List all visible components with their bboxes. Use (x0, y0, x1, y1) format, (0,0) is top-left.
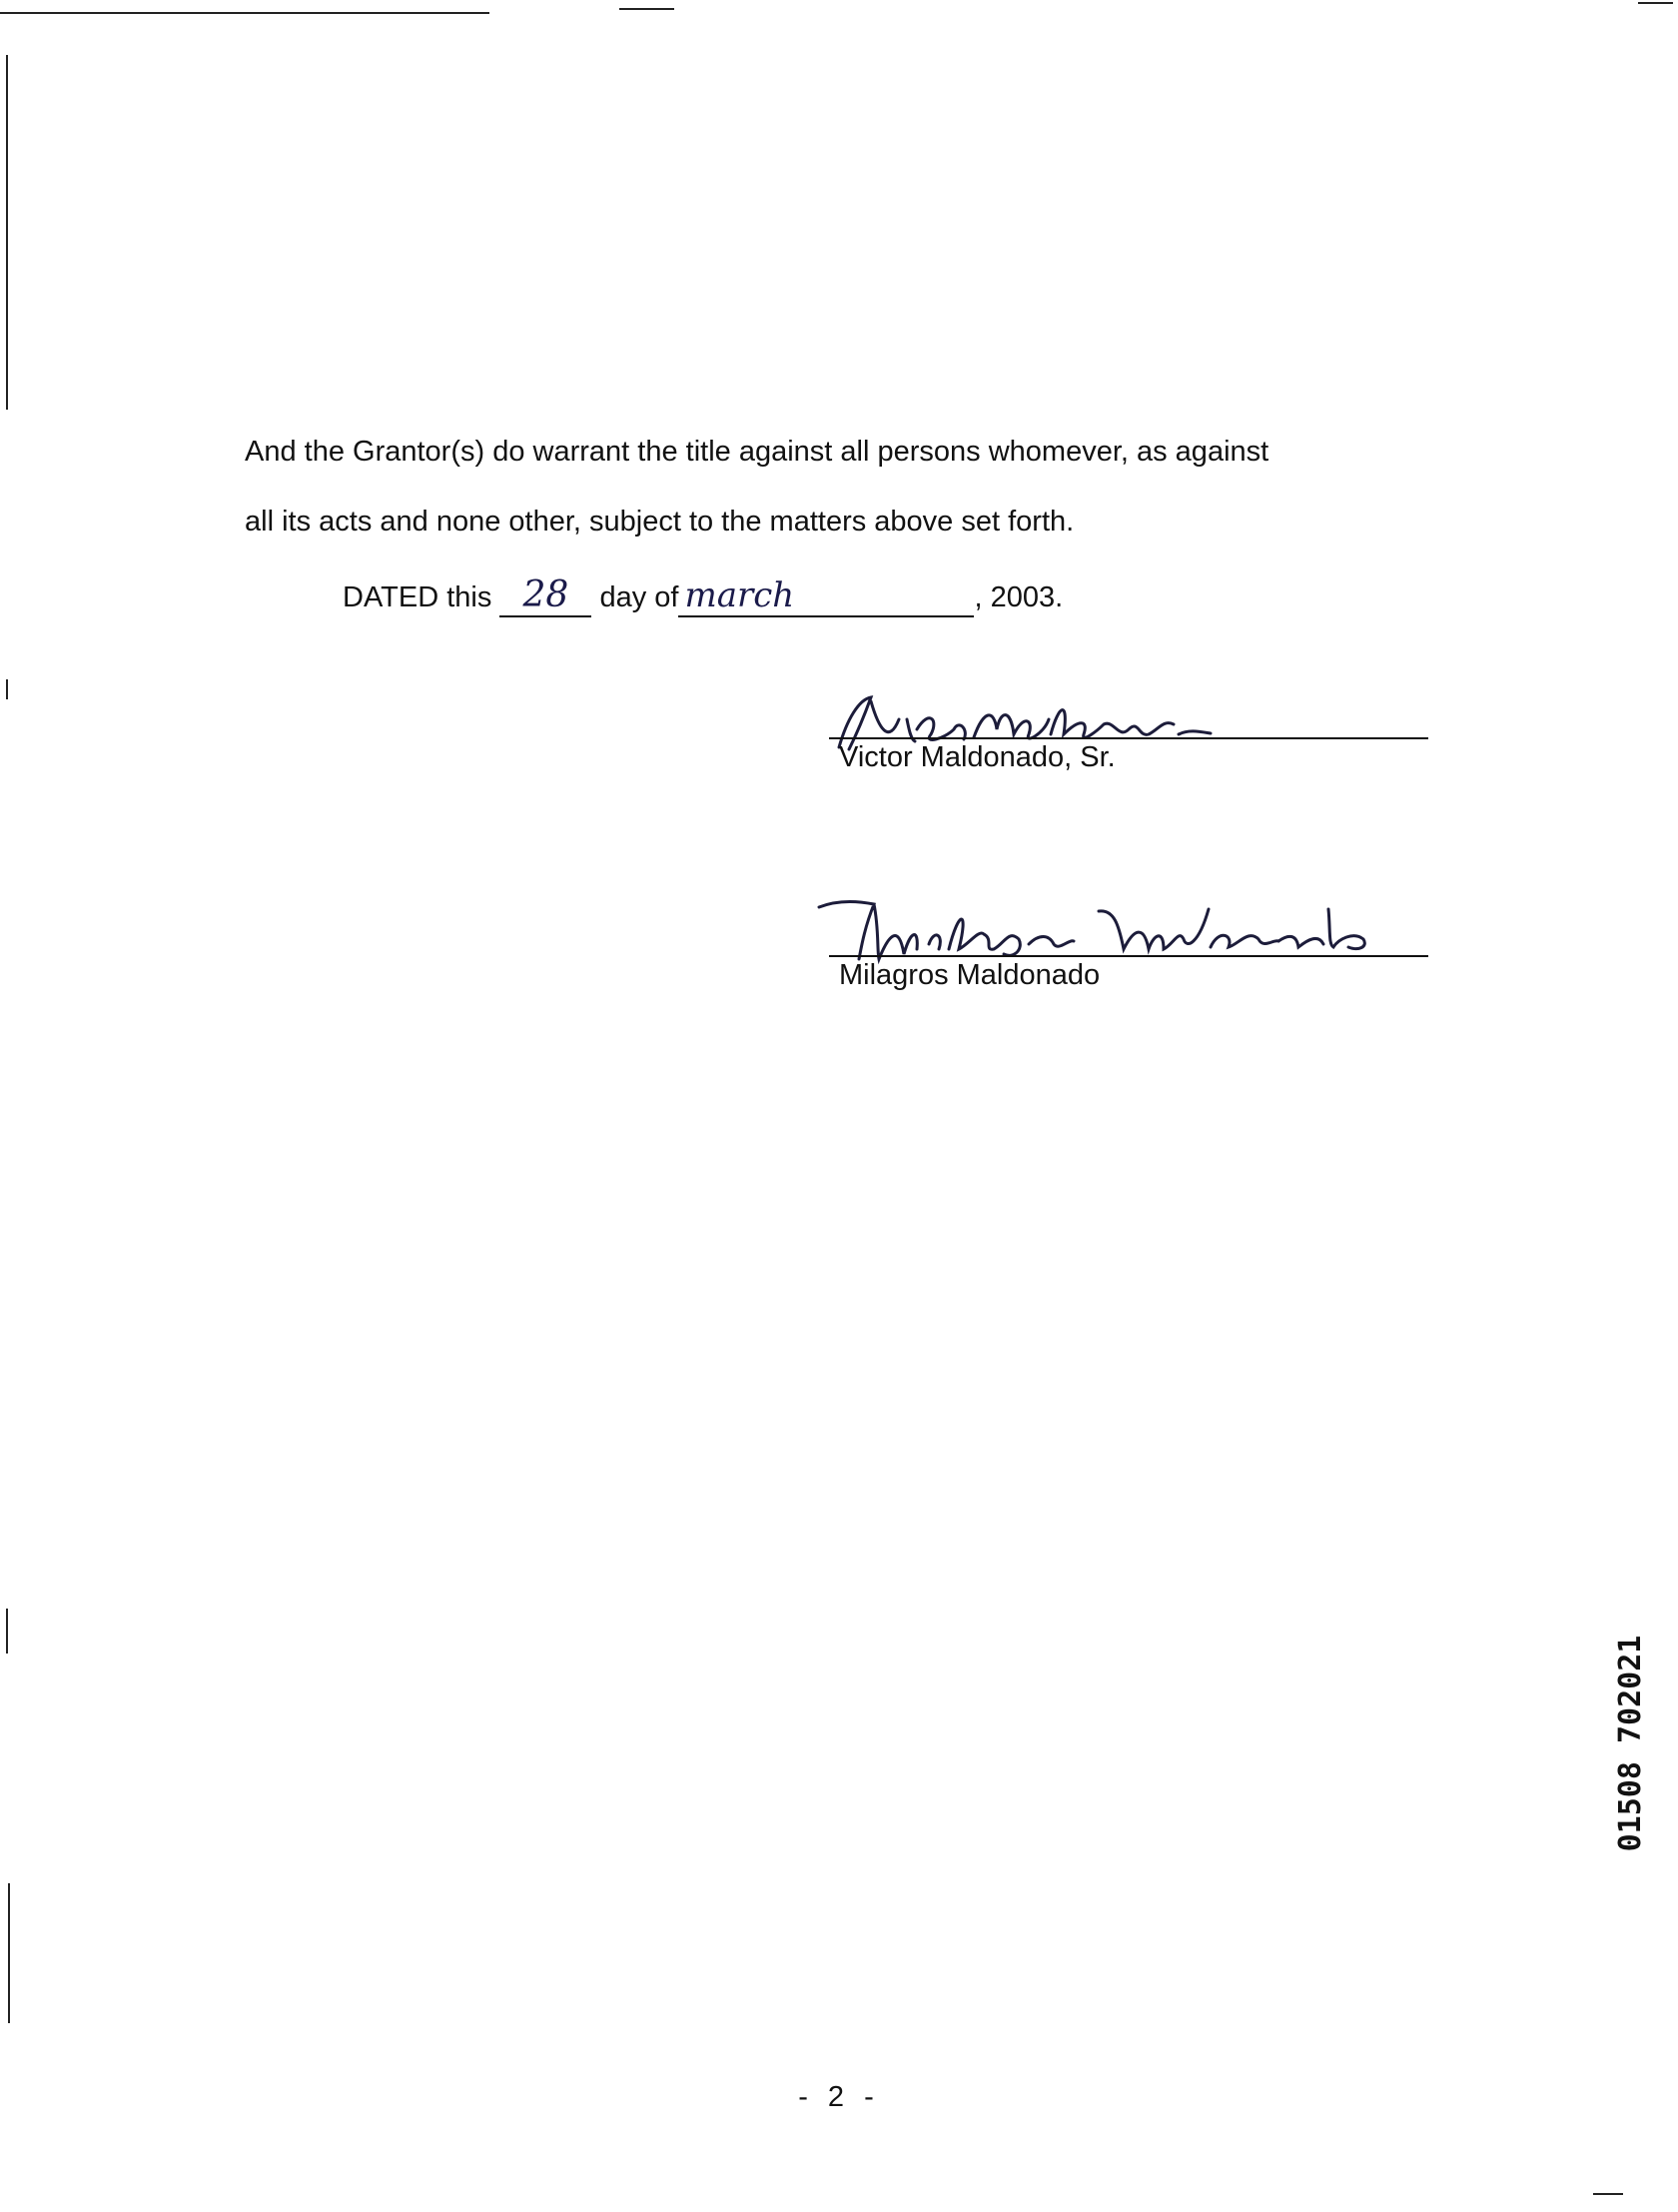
signature-milagros-handwritten (819, 889, 1438, 969)
signatory-name-victor: Victor Maldonado, Sr. (839, 741, 1116, 773)
dated-suffix: , 2003. (974, 581, 1064, 613)
signature-line-milagros (829, 955, 1428, 957)
signatory-name-milagros: Milagros Maldonado (839, 959, 1101, 991)
warranty-paragraph-line-1: And the Grantor(s) do warrant the title against all persons whomever, as against (245, 436, 1269, 468)
scan-mark-left (6, 679, 8, 699)
page-number: - 2 - (798, 2081, 880, 2113)
warranty-paragraph-line-2: all its acts and none other, subject to the matters above set forth. (245, 506, 1075, 538)
dated-middle: day of (599, 581, 679, 613)
scan-border-left-bottom (8, 1883, 10, 2023)
scan-border-top-right (619, 8, 674, 10)
scan-mark-left-lower (6, 1609, 8, 1654)
recording-stamp-number (1613, 1574, 1660, 1913)
stamp-number-text: 01508 702021 (1613, 1635, 1648, 1852)
signature-block-milagros (819, 879, 1438, 1009)
scan-mark-top-right (1638, 2, 1673, 4)
scan-border-left (6, 55, 8, 410)
signature-line-victor (829, 737, 1428, 739)
dated-day-handwritten: 28 (499, 574, 591, 617)
dated-line (343, 574, 1063, 617)
scan-mark-bottom-right (1593, 2193, 1623, 2195)
scan-border-top (0, 12, 489, 14)
dated-month-handwritten: march (678, 575, 974, 617)
signature-block-victor (819, 689, 1438, 799)
dated-prefix: DATED this (343, 581, 492, 613)
